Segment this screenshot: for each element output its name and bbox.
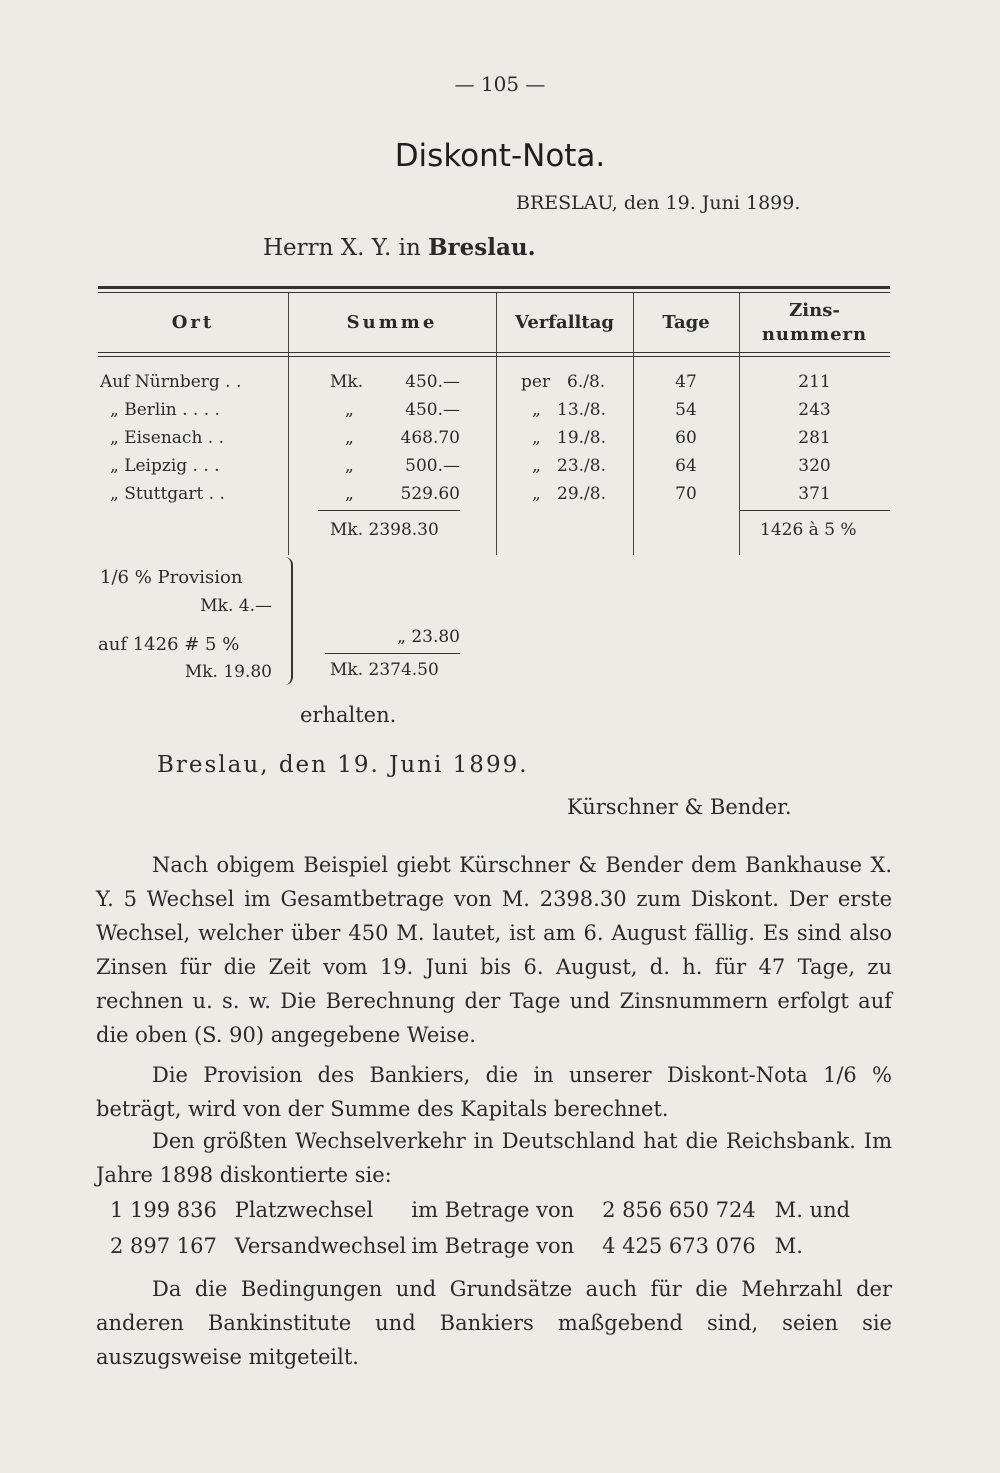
table-header-rule-2 bbox=[98, 356, 890, 357]
paragraph-2 bbox=[96, 1058, 892, 1126]
paragraph-1-text: Nach obigem Beispiel giebt Kürschner & Bender dem Bankhause X. Y. 5 Wechsel im Gesamtbetrage von M. 2398.30 zum Diskont. Der erste Wechsel, welcher über 450 M. lautet, ist am 6. August fällig. Es sind also Zinsen für die Zeit vom 19. Juni bis 6. August, d. h. für 47 Tage, zu rechnen u. s. w. Die Berechnung der Tage und Zinsnummern erfolgt auf die oben (S. 90) angegebene Weise. bbox=[96, 853, 892, 1047]
row-5-ort: „ Stuttgart . . bbox=[110, 484, 225, 504]
interest-amount: Mk. 19.80 bbox=[184, 662, 272, 682]
deduction-brace bbox=[281, 557, 293, 685]
row-4-tage: 64 bbox=[675, 456, 697, 476]
row-5-tage: 70 bbox=[675, 484, 697, 504]
paragraph-3 bbox=[96, 1124, 892, 1192]
dateline: BRESLAU, den 19. Juni 1899. bbox=[516, 192, 801, 214]
row-4-cur: „ bbox=[345, 456, 354, 476]
stat-2-count: 2 897 167 bbox=[110, 1234, 217, 1258]
row-2-zins: 243 bbox=[798, 400, 831, 420]
row-5-cur: „ bbox=[345, 484, 354, 504]
table-top-rule-thin bbox=[98, 292, 890, 293]
paragraph-1 bbox=[96, 848, 892, 1052]
recipient bbox=[263, 234, 536, 261]
paragraph-4 bbox=[96, 1272, 892, 1374]
row-3-zins: 281 bbox=[798, 428, 831, 448]
net-rule bbox=[325, 653, 460, 654]
stat-1-unit: M. und bbox=[774, 1198, 851, 1222]
place-date: Breslau, den 19. Juni 1899. bbox=[157, 752, 529, 778]
stat-1-kind: Platzwechsel bbox=[234, 1198, 374, 1222]
firm-signature: Kürschner & Bender. bbox=[567, 795, 792, 819]
row-2-cur: „ bbox=[345, 400, 354, 420]
row-2-ort: „ Berlin . . . . bbox=[110, 400, 220, 420]
stat-1-amount: 2 856 650 724 bbox=[602, 1198, 756, 1222]
header-tage: Tage bbox=[662, 312, 710, 333]
row-3-cur: „ bbox=[345, 428, 354, 448]
table-header-rule bbox=[98, 352, 890, 353]
row-1-summe: 450.— bbox=[405, 372, 460, 392]
net-amount: Mk. 2374.50 bbox=[330, 660, 439, 680]
page-number: — 105 — bbox=[454, 72, 546, 96]
header-verfalltag: Verfalltag bbox=[515, 312, 614, 333]
stat-2-mid: im Betrage von bbox=[411, 1234, 575, 1258]
stat-2-amount: 4 425 673 076 bbox=[602, 1234, 756, 1258]
stat-1-mid: im Betrage von bbox=[411, 1198, 575, 1222]
total-summe: Mk. 2398.30 bbox=[330, 520, 439, 540]
paragraph-4-text: Da die Bedingungen und Grundsätze auch für die Mehrzahl der anderen Bankinstitute und Bankiers maßgebend sind, seien sie auszugsweise mitgeteilt. bbox=[96, 1277, 892, 1369]
row-3-ort: „ Eisenach . . bbox=[110, 428, 225, 448]
row-4-zins: 320 bbox=[798, 456, 831, 476]
header-ort: Ort bbox=[171, 312, 215, 333]
row-4-verfall: 23./8. bbox=[557, 456, 606, 476]
header-zins-2: nummern bbox=[761, 324, 868, 345]
recipient-city: Breslau. bbox=[428, 234, 536, 261]
row-1-verfall: 6./8. bbox=[567, 372, 606, 392]
row-3-summe: 468.70 bbox=[400, 428, 460, 448]
row-2-per: „ bbox=[532, 400, 541, 420]
row-3-verfall: 19./8. bbox=[557, 428, 606, 448]
table-top-rule bbox=[98, 286, 890, 289]
row-2-summe: 450.— bbox=[405, 400, 460, 420]
header-summe: Summe bbox=[346, 312, 438, 333]
row-1-cur: Mk. bbox=[330, 372, 364, 392]
page-title: Diskont-Nota. bbox=[394, 138, 606, 174]
row-1-tage: 47 bbox=[675, 372, 697, 392]
row-5-verfall: 29./8. bbox=[557, 484, 606, 504]
row-1-ort: Auf Nürnberg . . bbox=[100, 372, 242, 392]
provision-amount: Mk. 4.— bbox=[200, 596, 272, 616]
stat-2-kind: Versandwechsel bbox=[234, 1234, 407, 1258]
row-5-per: „ bbox=[532, 484, 541, 504]
paragraph-3-text: Den größten Wechselverkehr in Deutschland hat die Reichsbank. Im Jahre 1898 diskontierte sie: bbox=[96, 1129, 892, 1187]
stat-row-1 bbox=[110, 1198, 850, 1222]
row-3-tage: 60 bbox=[675, 428, 697, 448]
row-2-tage: 54 bbox=[675, 400, 697, 420]
row-4-summe: 500.— bbox=[405, 456, 460, 476]
row-5-summe: 529.60 bbox=[400, 484, 460, 504]
erhalten: erhalten. bbox=[300, 703, 397, 727]
stat-row-2 bbox=[110, 1234, 803, 1258]
row-5-zins: 371 bbox=[798, 484, 831, 504]
row-3-per: „ bbox=[532, 428, 541, 448]
paragraph-2-text: Die Provision des Bankiers, die in unserer Diskont-Nota 1/6 % beträgt, wird von der Summe des Kapitals berechnet. bbox=[96, 1063, 892, 1121]
header-zins-1: Zins- bbox=[789, 300, 840, 321]
stat-2-unit: M. bbox=[774, 1234, 803, 1258]
deduction-total: „ 23.80 bbox=[397, 627, 460, 647]
row-4-ort: „ Leipzig . . . bbox=[110, 456, 220, 476]
row-1-per: per bbox=[521, 372, 551, 392]
summe-total-rule bbox=[318, 510, 460, 511]
recipient-prefix: Herrn X. Y. in bbox=[263, 235, 421, 261]
stat-1-count: 1 199 836 bbox=[110, 1198, 217, 1222]
row-1-zins: 211 bbox=[798, 372, 831, 392]
row-2-verfall: 13./8. bbox=[557, 400, 606, 420]
total-zins: 1426 à 5 % bbox=[760, 520, 857, 540]
provision-label: 1/6 % Provision bbox=[100, 567, 243, 588]
zins-total-rule bbox=[740, 510, 890, 511]
interest-label: auf 1426 # 5 % bbox=[98, 634, 240, 655]
row-4-per: „ bbox=[532, 456, 541, 476]
